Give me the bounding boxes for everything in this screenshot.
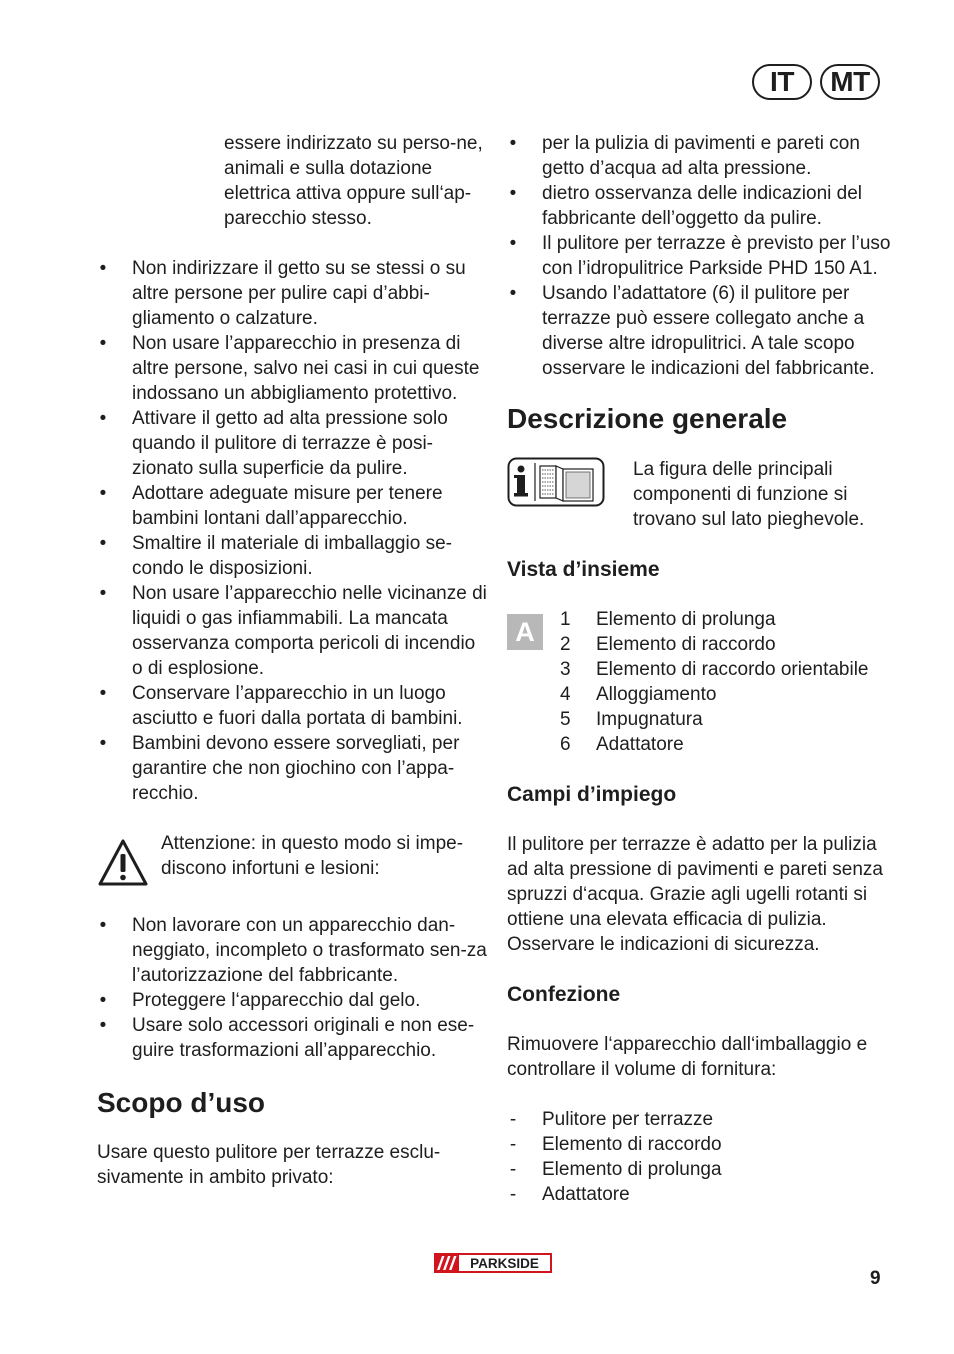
list-item: - Pulitore per terrazze — [509, 1109, 714, 1130]
list-item: - Elemento di raccordo — [509, 1134, 722, 1155]
page-number: 9 — [870, 1268, 881, 1289]
warning-note — [97, 831, 487, 888]
parts-overview — [507, 607, 897, 757]
list-item: • Adottare adeguate misure per tenere bambini lontani dall’apparecchio. — [99, 483, 443, 529]
usage-list — [507, 131, 897, 381]
language-badge-it: IT — [752, 64, 812, 100]
list-item: - Elemento di prolunga — [509, 1159, 722, 1180]
list-item: • Bambini devono essere sorvegliati, per garantire che non giochino con l’appa-recchio. — [99, 733, 460, 804]
list-item: • Non indirizzare il getto su se stessi o su altre persone per pulire capi d’abbi-gliamento o calzature. — [99, 258, 466, 329]
confezione-text: Rimuovere l‘apparecchio dall‘imballaggio e controllare il volume di fornitura: — [507, 1034, 868, 1080]
scopo-text: Usare questo pulitore per terrazze esclu-sivamente in ambito privato: — [97, 1142, 441, 1188]
list-item: • Usare solo accessori originali e non ese-guire trasformazioni all’apparecchio. — [99, 1015, 475, 1061]
list-item: • Non lavorare con un apparecchio dan-neggiato, incompleto o trasformato sen-za l’autorizzazione del fabbricante. — [99, 915, 487, 986]
warning-icon — [97, 838, 149, 888]
confezione-heading: Confezione — [507, 983, 621, 1006]
scopo-heading: Scopo d’uso — [97, 1087, 265, 1118]
list-item: • Proteggere l‘apparecchio dal gelo. — [99, 990, 421, 1011]
list-item: 3 Elemento di raccordo orientabile — [560, 659, 869, 680]
list-item: 1 Elemento di prolunga — [560, 609, 776, 630]
safety-list — [97, 256, 487, 806]
warning-text: Attenzione: in questo modo si impe-discono infortuni e lesioni: — [161, 833, 464, 879]
list-item: • Usando l’adattatore (6) il pulitore per terrazze può essere collegato anche a diverse altre idropulitrici. A tale scopo osservare le indicazioni del fabbricante. — [509, 283, 875, 379]
list-item: • Il pulitore per terrazze è previsto per l’uso con l’idropulitrice Parkside PHD 150 A1. — [509, 233, 891, 279]
list-item: - Adattatore — [509, 1184, 630, 1205]
list-item: • Non usare l’apparecchio in presenza di altre persone, salvo nei casi in cui queste indossano un abbigliamento protettivo. — [99, 333, 480, 404]
vista-heading: Vista d’insieme — [507, 558, 660, 581]
info-foldout-icon — [507, 457, 605, 507]
list-item: • Conservare l’apparecchio in un luogo asciutto e fuori dalla portata di bambini. — [99, 683, 463, 729]
continuation-text: essere indirizzato su perso-ne, animali e sulla dotazione elettrica attiva oppure sull‘ap-parecchio stesso. — [224, 133, 483, 229]
warning-list — [97, 913, 487, 1063]
info-text: La figura delle principali componenti di funzione si trovano sul lato pieghevole. — [633, 459, 865, 530]
campi-text: Il pulitore per terrazze è adatto per la pulizia ad alta pressione di pavimenti e pareti senza spruzzi d‘acqua. Grazie agli ugelli rotanti si ottiene una elevata efficacia di pulizia. Osservare le indicazioni di sicurezza. — [507, 834, 884, 955]
list-item: • Attivare il getto ad alta pressione solo quando il pulitore di terrazze è posi-zionato sulla superficie da pulire. — [99, 408, 448, 479]
language-badges — [752, 64, 880, 100]
figure-a-badge: A — [507, 614, 543, 650]
contents-list — [507, 1107, 897, 1207]
descrizione-heading: Descrizione generale — [507, 403, 788, 434]
right-column — [507, 131, 897, 1207]
list-item: 6 Adattatore — [560, 734, 684, 755]
list-item: 5 Impugnatura — [560, 709, 703, 730]
language-badge-mt: MT — [820, 64, 880, 100]
list-item: • dietro osservanza delle indicazioni del fabbricante dell’oggetto da pulire. — [509, 183, 863, 229]
list-item: • Non usare l’apparecchio nelle vicinanze di liquidi o gas infiammabili. La mancata osservanza comporta pericoli di incendio o di esplosione. — [99, 583, 487, 679]
list-item: • per la pulizia di pavimenti e pareti con getto d’acqua ad alta pressione. — [509, 133, 860, 179]
info-note — [507, 457, 897, 532]
parts-list — [560, 607, 869, 757]
list-item: • Smaltire il materiale di imballaggio se-condo le disposizioni. — [99, 533, 452, 579]
list-item: 4 Alloggiamento — [560, 684, 717, 705]
svg-text:PARKSIDE: PARKSIDE — [470, 1256, 539, 1271]
left-column — [97, 131, 487, 1190]
parkside-logo — [434, 1253, 552, 1273]
list-item: 2 Elemento di raccordo — [560, 634, 776, 655]
campi-heading: Campi d’impiego — [507, 783, 677, 806]
